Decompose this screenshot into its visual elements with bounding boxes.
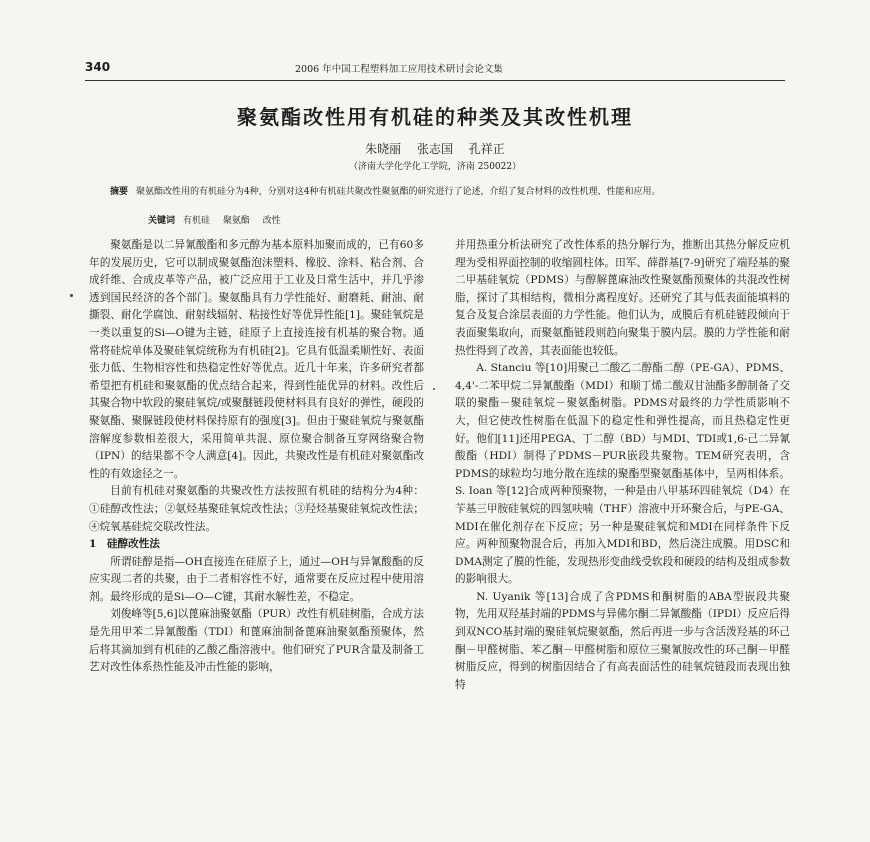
body-paragraph: A. Stanciu 等[10]用聚己二酸乙二醇酯二醇（PE-GA）、PDMS、4,4'-二苯甲烷二异氰酸酯（MDI）和顺丁烯二酸双甘油酯多醇制备了交联的聚酯－聚硅氧烷－聚氨酯树脂。PDMS对最终的力学性质影响不大，但它使改性树脂在低温下的稳定性和弹性提高，而且热稳定性更好。他们[11]还用PEGA、丁二醇（BD）与MDI、TDI或1,6-己二异氰酸酯（HDI）制得了PDMS－PUR嵌段共聚物。TEM研究表明，含PDMS的球粒均匀地分散在连续的聚酯型聚氨酯基体中，呈两相体系。S. Ioan 等[12]合成两种预聚物，一种是由八甲基环四硅氧烷（D4）在苄基三甲胺硅氧烷的四氢呋喃（THF）溶液中开环聚合后，与PE-GA、MDI在催化剂存在下反应；另一种是聚硅氧烷和MDI在同样条件下反应。两种预聚物混合后，再加入MDI和BD，然后浇注成膜。用DSC和DMA测定了膜的性能，发现热形变曲线受软段和硬段的结构及组成参数的影响很大。 (455, 362, 790, 586)
scan-speck (70, 294, 73, 297)
abstract-label: 摘要 (110, 187, 129, 197)
section-heading: 1 硅醇改性法 (89, 538, 160, 551)
body-paragraph: 目前有机硅对聚氨酯的共聚改性方法按照有机硅的结构分为4种：①硅醇改性法；②氨烃基聚硅氧烷改性法；③羟烃基聚硅氧烷改性法；④烷氧基硅烷交联改性法。 (89, 485, 424, 533)
body-paragraph: N. Uyanik 等[13]合成了含PDMS和酮树脂的ABA型嵌段共聚物，先用双羟基封端的PDMS与异佛尔酮二异氰酸酯（IPDI）反应后得到双NCO基封端的聚硅氧烷聚氨酯，然后再进一步与含活泼羟基的环己酮－甲醛树脂、苯乙酮－甲醛树脂和原位三聚氰胺改性的环己酮－甲醛树脂反应，得到的树脂因结合了有高表面活性的硅氧烷链段而表现出独特 (455, 590, 790, 691)
scan-speck (433, 388, 435, 390)
affiliation: （济南大学化学化工学院，济南 250022） (348, 162, 522, 172)
header-rule (85, 80, 785, 81)
paper-title: 聚氨酯改性用有机硅的种类及其改性机理 (237, 105, 633, 129)
left-column (89, 237, 424, 677)
keywords-label: 关键词 (148, 216, 176, 226)
running-header (85, 60, 785, 78)
authors: 朱晓丽 张志国 孔祥正 (365, 142, 505, 156)
body-paragraph: 聚氨酯是以二异氰酸酯和多元醇为基本原料加聚而成的，已有60多年的发展历史，它可以制成聚氨酯泡沫塑料、橡胶、涂料、粘合剂、合成纤维、合成皮革等产品，被广泛应用于工业及日常生活中，并几乎渗透到国民经济的各个部门。聚氨酯具有力学性能好、耐磨耗、耐油、耐撕裂、耐化学腐蚀、耐射线辐射、粘接性好等优异性能[1]。聚硅氧烷是一类以重复的Si—O键为主链，硅原子上直接连接有机基的聚合物。通常将硅烷单体及聚硅氧烷统称为有机硅[2]。它具有低温柔顺性好、表面张力低、生物相容性和热稳定性好等优点。近几十年来，许多研究者都希望把有机硅和聚氨酯的优点结合起来，得到性能优异的材料。改性后其聚合物中软段的聚硅氧烷/或聚醚链段使材料具有良好的弹性，硬段的聚氨酯、聚脲链段使材料保持原有的强度[3]。但由于聚硅氧烷与聚氨酯溶解度参数相差很大，采用简单共混、原位聚合制备互穿网络聚合物（IPN）的结果都不令人满意[4]。因此，共聚改性是有机硅对聚氨酯改性的有效途径之一。 (89, 239, 424, 480)
body-paragraph: 所谓硅醇是指—OH直接连在硅原子上，通过—OH与异氰酸酯的反应实现二者的共聚，由于二者相容性不好，通常要在反应过程中使用溶剂。最终形成的是Si—O—C键，其耐水解性差，不稳定。 (89, 555, 424, 603)
abstract (110, 185, 760, 199)
keywords-text: 有机硅 聚氨酯 改性 (183, 216, 281, 226)
right-column (455, 237, 790, 694)
running-title: 2006 年中国工程塑料加工应用技术研讨会论文集 (295, 64, 503, 75)
page-number: 340 (85, 60, 111, 74)
keywords (148, 213, 281, 226)
body-paragraph: 并用热重分析法研究了改性体系的热分解行为，推断出其热分解反应机理为受相界面控制的收缩圆柱体。田军、薛群基[7-9]研究了端羟基的聚二甲基硅氧烷（PDMS）与醇解蓖麻油改性聚氨酯预聚体的共混改性树脂，探讨了其相结构，微相分离程度好。还研究了其与低表面能填料的复合及复合涂层表面的力学性能。他们认为，成膜后有机硅链段倾向于表面聚集取向，而聚氨酯链段则趋向聚集于膜内层。膜的力学性能和耐热性得到了改善，其表面能也较低。 (455, 239, 790, 357)
body-paragraph: 刘俊峰等[5,6]以蓖麻油聚氨酯（PUR）改性有机硅树脂，合成方法是先用甲苯二异氰酸酯（TDI）和蓖麻油制备蓖麻油聚氨酯预聚体，然后将其滴加到有机硅的乙酸乙酯溶液中。他们研究了PUR含量及制备工艺对改性体系热性能及冲击性能的影响， (89, 608, 424, 674)
abstract-text: 聚氨酯改性用的有机硅分为4种，分别对这4种有机硅共聚改性聚氨酯的研究进行了论述，介绍了复合材料的改性机理、性能和应用。 (136, 187, 661, 197)
